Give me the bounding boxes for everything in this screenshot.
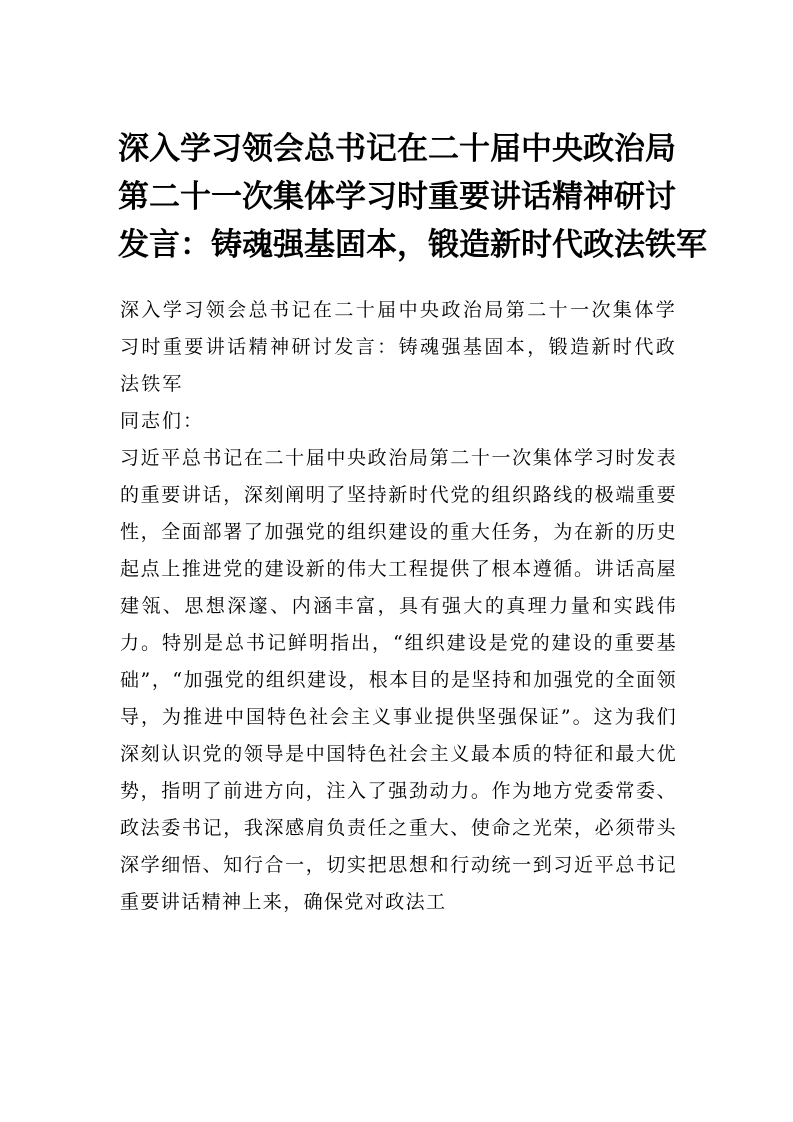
document-body (120, 292, 677, 921)
title-line: 发言：铸魂强基固本，锻造新时代政法铁军 (118, 227, 707, 263)
title-line: 深入学习领会总书记在二十届中央政治局 (118, 131, 676, 167)
salutation: 同志们： (120, 410, 205, 432)
title-line: 第二十一次集体学习时重要讲话精神研讨 (118, 179, 676, 215)
subtitle-paragraph: 深入学习领会总书记在二十届中央政治局第二十一次集体学习时重要讲话精神研讨发言：铸魂强基固本，锻造新时代政法铁军 (120, 299, 677, 395)
document-title (118, 125, 707, 269)
body-paragraph: 习近平总书记在二十届中央政治局第二十一次集体学习时发表的重要讲话，深刻阐明了坚持新时代党的组织路线的极端重要性，全面部署了加强党的组织建设的重大任务，为在新的历史起点上推进党的建设新的伟大工程提供了根本遵循。讲话高屋建瓴、思想深邃、内涵丰富，具有强大的真理力量和实践伟力。特别是总书记鲜明指出，“组织建设是党的建设的重要基础”，“加强党的组织建设，根本目的是坚持和加强党的全面领导，为推进中国特色社会主义事业提供坚强保证”。这为我们深刻认识党的领导是中国特色社会主义最本质的特征和最大优势，指明了前进方向，注入了强劲动力。作为地方党委常委、政法委书记，我深感肩负责任之重大、使命之光荣，必须带头深学细悟、知行合一，切实把思想和行动统一到习近平总书记重要讲话精神上来，确保党对政法工 (120, 447, 677, 913)
